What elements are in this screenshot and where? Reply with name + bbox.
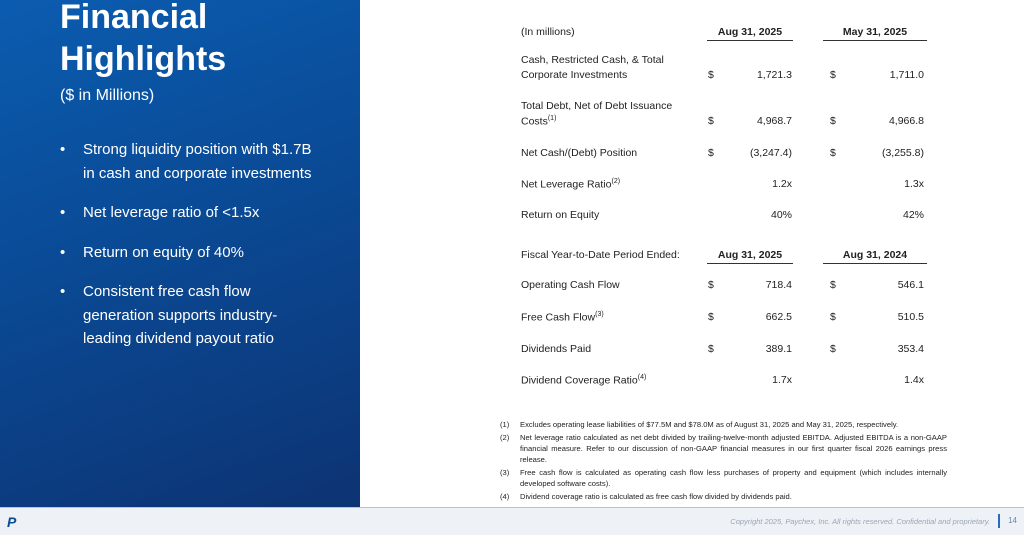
- currency-sign-text: $: [830, 279, 836, 291]
- row-label: [521, 209, 599, 221]
- column-header: [823, 26, 927, 41]
- bullet-item: • Strong liquidity position with $1.7B in cash and corporate investments: [60, 138, 320, 185]
- table-label-text: Fiscal Year-to-Date Period Ended:: [521, 249, 680, 261]
- column-header-text: Aug 31, 2025: [717, 26, 783, 38]
- footnote-text: Free cash flow is calculated as operating cash flow less purchases of property and equipment (which includes internally developed software costs).: [520, 468, 947, 488]
- cell-value: [700, 115, 792, 127]
- cell-value: [700, 178, 792, 190]
- cell-value-text: 4,968.7: [756, 115, 792, 127]
- currency-sign-text: $: [830, 115, 836, 127]
- cell-value: [830, 209, 924, 221]
- row-label-text: Net Cash/(Debt) Position: [521, 147, 638, 159]
- row-label: [521, 279, 620, 291]
- footnote-number: (4): [500, 492, 510, 501]
- row-label: [521, 374, 646, 387]
- currency-sign-text: $: [708, 311, 714, 323]
- cell-value-text: 1.2x: [772, 178, 792, 190]
- cell-value: [830, 69, 924, 81]
- cell-value-text: 353.4: [897, 343, 924, 355]
- highlights-panel: [0, 0, 360, 507]
- cell-value-text: 1.3x: [904, 178, 924, 190]
- cell-value: [830, 311, 924, 323]
- page-subtitle: ($ in Millions): [60, 87, 155, 104]
- column-header-text: Aug 31, 2025: [717, 249, 783, 261]
- cell-value: [830, 343, 924, 355]
- footnote: [500, 432, 947, 465]
- row-label-text: Free Cash Flow: [521, 311, 596, 324]
- cell-value: [700, 209, 792, 221]
- row-label: [521, 311, 604, 324]
- footnote-text: Dividend coverage ratio is calculated as free cash flow divided by dividends paid.: [520, 492, 792, 501]
- cell-value: [830, 115, 924, 127]
- cell-value: [700, 374, 792, 386]
- footnote-number: (2): [500, 433, 510, 442]
- table-label-text: (In millions): [521, 26, 575, 38]
- currency-sign-text: $: [708, 147, 714, 159]
- row-label: [521, 115, 556, 128]
- currency-sign-text: $: [708, 69, 714, 81]
- cell-value-text: 1.7x: [772, 374, 792, 386]
- footnote-ref: (1): [547, 115, 557, 122]
- page-title: Financial Highlights: [60, 0, 227, 78]
- highlights-list: [60, 138, 320, 367]
- column-header-text: Aug 31, 2024: [842, 249, 908, 261]
- row-label: [521, 100, 672, 112]
- footnote: [500, 467, 947, 489]
- footnote-text: Excludes operating lease liabilities of $77.5M and $78.0M as of August 31, 2025 and May 31, 2025, respectively.: [520, 420, 899, 429]
- cell-value: [700, 279, 792, 291]
- currency-sign-text: $: [830, 69, 836, 81]
- cell-value: [830, 279, 924, 291]
- row-label-text: Return on Equity: [521, 209, 600, 221]
- column-header: [823, 249, 927, 264]
- footnote-ref: (4): [637, 374, 647, 381]
- column-header: [707, 249, 793, 264]
- cell-value-text: 662.5: [765, 311, 792, 323]
- currency-sign-text: $: [830, 311, 836, 323]
- cell-value: [830, 178, 924, 190]
- row-label-text: Total Debt, Net of Debt Issuance: [521, 100, 673, 112]
- row-label-text: Corporate Investments: [521, 69, 628, 81]
- footer: [0, 507, 1024, 535]
- cell-value-text: 718.4: [765, 279, 792, 291]
- footnote: [500, 491, 947, 502]
- cell-value: [700, 69, 792, 81]
- footnote-text: Net leverage ratio calculated as net debt divided by trailing-twelve-month adjusted EBITDA. Adjusted EBITDA is a non-GAAP financial measure. Refer to our discussion of non-GAAP financial measures in our first quarter fiscal 2026 earnings press release.: [520, 433, 947, 464]
- row-label-text: Costs: [521, 115, 548, 128]
- cell-value: [830, 147, 924, 159]
- cell-value-text: 4,966.8: [888, 115, 924, 127]
- cell-value: [830, 374, 924, 386]
- footnotes: [500, 419, 947, 504]
- footnote: [500, 419, 947, 430]
- row-label-text: Dividends Paid: [521, 343, 592, 355]
- row-label: [521, 343, 591, 355]
- divider: [998, 514, 1000, 528]
- copyright-text: Copyright 2025, Paychex, Inc. All rights reserved. Confidential and proprietary.: [730, 517, 990, 526]
- currency-sign-text: $: [708, 115, 714, 127]
- cell-value-text: 1,711.0: [889, 69, 924, 81]
- paychex-logo: P: [7, 514, 17, 530]
- bullet-item: • Return on equity of 40%: [60, 241, 320, 265]
- table-label: [521, 26, 575, 38]
- currency-sign-text: $: [708, 343, 714, 355]
- cell-value-text: 1,721.3: [756, 69, 792, 81]
- row-label: [521, 54, 664, 66]
- row-label-text: Dividend Coverage Ratio: [521, 374, 638, 387]
- row-label-text: Net Leverage Ratio: [521, 178, 612, 191]
- row-label: [521, 178, 620, 191]
- bullet-item: • Consistent free cash flow generation supports industry-leading dividend payout ratio: [60, 280, 320, 351]
- cell-value: [700, 343, 792, 355]
- cell-value-text: 546.1: [897, 279, 924, 291]
- cell-value: [700, 311, 792, 323]
- cell-value-text: (3,247.4): [749, 147, 792, 159]
- currency-sign-text: $: [830, 343, 836, 355]
- footnote-ref: (3): [595, 311, 604, 318]
- cell-value-text: (3,255.8): [881, 147, 924, 159]
- cell-value-text: 1.4x: [904, 374, 924, 386]
- cell-value-text: 42%: [902, 209, 924, 221]
- page-number: 14: [1008, 516, 1017, 525]
- row-label-text: Operating Cash Flow: [521, 279, 620, 291]
- column-header-text: May 31, 2025: [842, 26, 908, 38]
- cell-value: [700, 147, 792, 159]
- currency-sign-text: $: [830, 147, 836, 159]
- footnote-ref: (2): [611, 178, 621, 185]
- cell-value-text: 40%: [770, 209, 792, 221]
- row-label: [521, 147, 637, 159]
- bullet-item: • Net leverage ratio of <1.5x: [60, 201, 320, 225]
- footnote-number: (1): [500, 420, 510, 429]
- cell-value-text: 510.5: [897, 311, 924, 323]
- cell-value-text: 389.1: [765, 343, 792, 355]
- column-header: [707, 26, 793, 41]
- table-label: [521, 249, 680, 261]
- currency-sign-text: $: [708, 279, 714, 291]
- row-label-text: Cash, Restricted Cash, & Total: [521, 54, 664, 66]
- row-label: [521, 69, 627, 81]
- footnote-number: (3): [500, 468, 510, 477]
